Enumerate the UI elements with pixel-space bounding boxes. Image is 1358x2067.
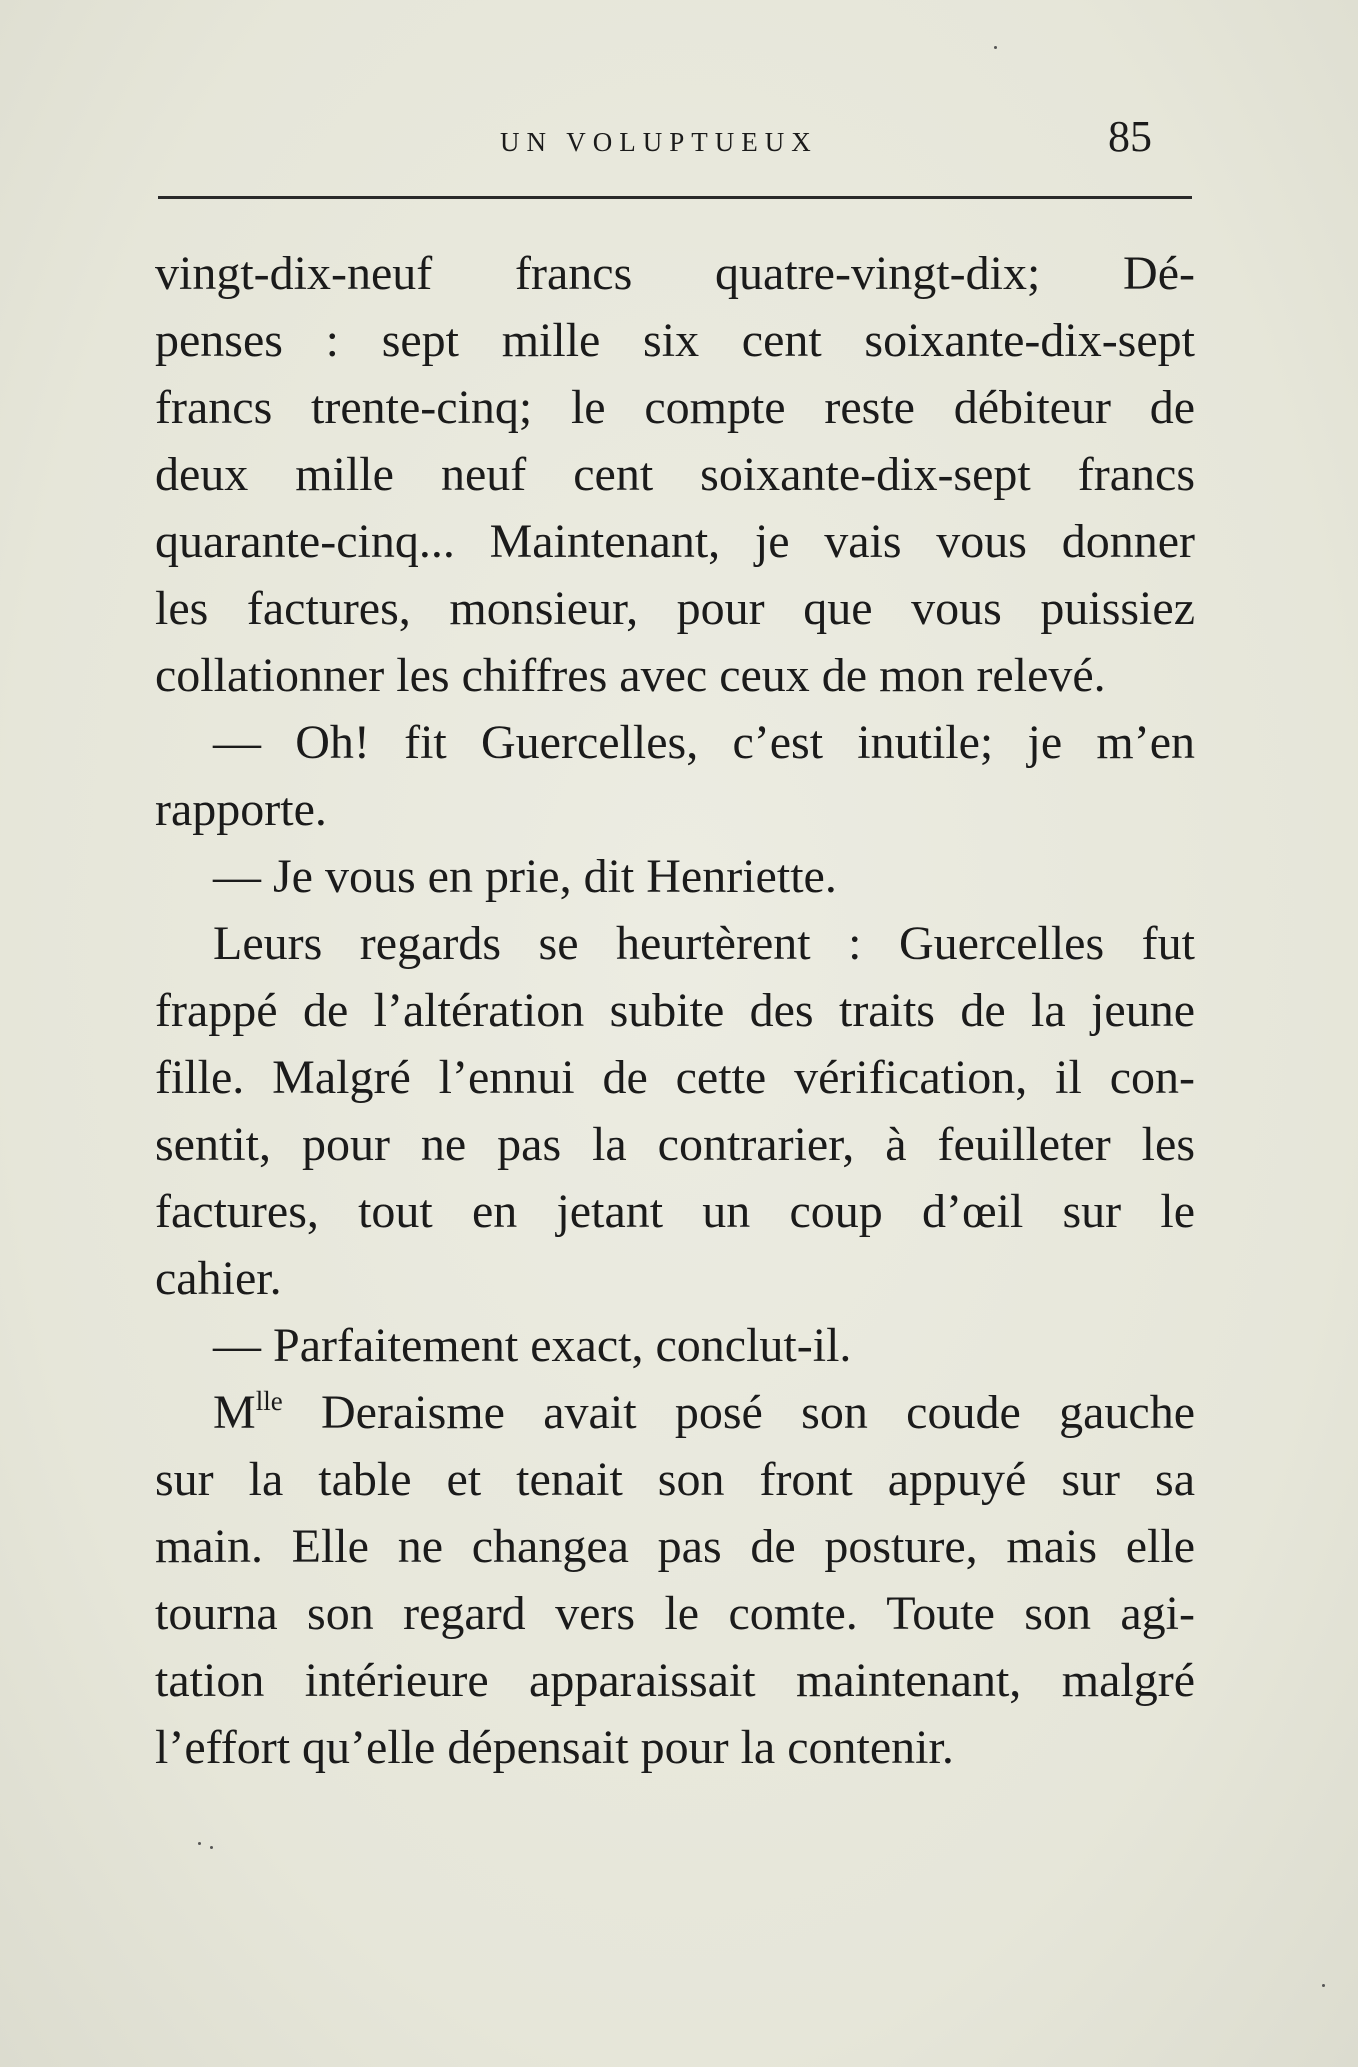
- text-line: penses : sept mille six cent soixante-dix-sept: [155, 314, 1195, 367]
- dust-speck: [1322, 1984, 1325, 1987]
- text-line: collationner les chiffres avec ceux de mon relevé.: [155, 649, 1106, 702]
- text-line: francs trente-cinq; le compte reste débiteur de: [155, 381, 1195, 434]
- text-line: — Parfaitement exact, conclut-il.: [213, 1319, 852, 1372]
- text-line: quarante-cinq... Maintenant, je vais vous donner: [155, 515, 1195, 568]
- text-line: deux mille neuf cent soixante-dix-sept francs: [155, 448, 1195, 501]
- text-line: rapporte.: [155, 783, 327, 836]
- text-line: $M^{lle}$ Deraisme avait posé son coude gauche: [213, 1386, 1195, 1439]
- page-number: 85: [1108, 112, 1152, 161]
- text-line: cahier.: [155, 1252, 282, 1305]
- dust-speck: [210, 1846, 213, 1849]
- text-line: — Oh! fit Guercelles, c’est inutile; je m’en: [213, 716, 1195, 769]
- text-line: l’effort qu’elle dépensait pour la contenir.: [155, 1721, 954, 1774]
- body-text: [155, 240, 1195, 1781]
- text-line: Leurs regards se heurtèrent : Guercelles fut: [213, 917, 1195, 970]
- text-line: les factures, monsieur, pour que vous puissiez: [155, 582, 1195, 635]
- text-line: fille. Malgré l’ennui de cette vérification, il con-: [155, 1051, 1195, 1104]
- dust-speck: [198, 1842, 201, 1845]
- text-line: tourna son regard vers le comte. Toute son agi-: [155, 1587, 1195, 1640]
- text-line: factures, tout en jetant un coup d’œil sur le: [155, 1185, 1195, 1238]
- dust-speck: [994, 46, 997, 49]
- title-abbreviation: $M^{lle}$: [213, 1386, 283, 1439]
- text-line: frappé de l’altération subite des traits de la jeune: [155, 984, 1195, 1037]
- header-rule: [158, 196, 1192, 199]
- text-line: sur la table et tenait son front appuyé sur sa: [155, 1453, 1195, 1506]
- text-line: tation intérieure apparaissait maintenant, malgré: [155, 1654, 1195, 1707]
- text-line: sentit, pour ne pas la contrarier, à feuilleter les: [155, 1118, 1195, 1171]
- running-title: UN VOLUPTUEUX: [500, 127, 818, 157]
- text-line: vingt-dix-neuf francs quatre-vingt-dix; Dé-: [155, 247, 1195, 300]
- text-line: — Je vous en prie, dit Henriette.: [213, 850, 837, 903]
- text-line: main. Elle ne changea pas de posture, mais elle: [155, 1520, 1195, 1573]
